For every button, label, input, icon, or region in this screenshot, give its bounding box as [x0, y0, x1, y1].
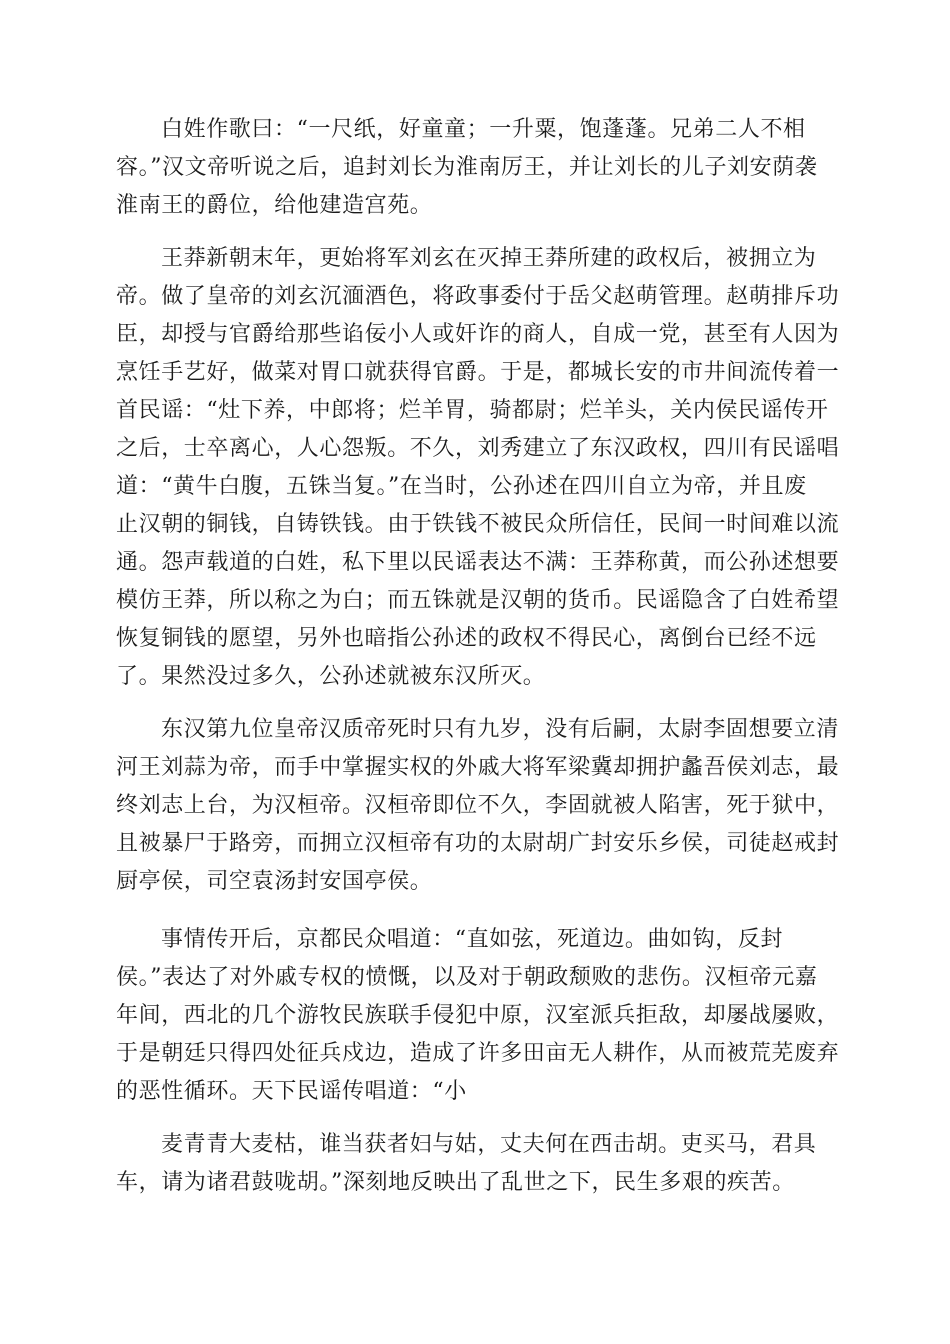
text-line: 王莽新朝末年，更始将军刘玄在灭掉王莽所建的政权后，被拥立为	[161, 246, 817, 271]
text-line: 了。果然没过多久，公孙述就被东汉所灭。	[116, 664, 546, 689]
text-line: 道：“黄牛白腹，五铢当复。”在当时，公孙述在四川自立为帝，并且废	[116, 474, 807, 499]
text-line: 止汉朝的铜钱，自铸铁钱。由于铁钱不被民众所信任，民间一时间难以流	[116, 512, 840, 537]
text-line: 河王刘蒜为帝，而手中掌握实权的外戚大将军梁冀却拥护蠡吾侯刘志，最	[116, 755, 840, 780]
text-line: 麦青青大麦枯，谁当获者妇与姑，丈夫何在西击胡。吏买马，君具	[161, 1132, 817, 1157]
text-line: 终刘志上台，为汉桓帝。汉桓帝即位不久，李固就被人陷害，死于狱中，	[116, 793, 840, 818]
text-line: 首民谣：“灶下养，中郎将；烂羊胃，骑都尉；烂羊头，关内侯民谣传开	[116, 398, 829, 423]
text-line: 侯。”表达了对外戚专权的愤慨，以及对于朝政颓败的悲伤。汉桓帝元嘉	[116, 965, 818, 990]
text-line: 的恶性循环。天下民谣传唱道：“小	[116, 1079, 467, 1104]
text-line: 淮南王的爵位，给他建造宫苑。	[116, 193, 433, 218]
text-line: 烹饪手艺好，做菜对胃口就获得官爵。于是，都城长安的市井间流传着一	[116, 360, 840, 385]
text-line: 事情传开后，京都民众唱道：“直如弦，死道边。曲如钩，反封	[161, 927, 784, 952]
text-line: 之后，士卒离心，人心怨叛。不久，刘秀建立了东汉政权，四川有民谣唱	[116, 436, 840, 461]
text-line: 通。怨声载道的白姓，私下里以民谣表达不满：王莽称黄，而公孙述想要	[116, 550, 840, 575]
text-line: 年间，西北的几个游牧民族联手侵犯中原，汉室派兵拒敌，却屡战屡败，	[116, 1003, 840, 1028]
text-line: 东汉第九位皇帝汉质帝死时只有九岁，没有后嗣，太尉李固想要立清	[161, 717, 840, 742]
text-line: 厨亭侯，司空袁汤封安国亭侯。	[116, 869, 433, 894]
text-line: 白姓作歌曰：“一尺纸，好童童；一升粟，饱蓬蓬。兄弟二人不相	[161, 117, 806, 142]
text-line: 帝。做了皇帝的刘玄沉湎酒色，将政事委付于岳父赵萌管理。赵萌排斥功	[116, 284, 840, 309]
text-line: 且被暴尸于路旁，而拥立汉桓帝有功的太尉胡广封安乐乡侯，司徒赵戒封	[116, 831, 840, 856]
text-line: 容。”汉文帝听说之后，追封刘长为淮南厉王，并让刘长的儿子刘安荫袭	[116, 155, 818, 180]
text-line: 于是朝廷只得四处征兵戍边，造成了许多田亩无人耕作，从而被荒芜废弃	[116, 1041, 840, 1066]
text-line: 恢复铜钱的愿望，另外也暗指公孙述的政权不得民心，离倒台已经不远	[116, 626, 817, 651]
text-line: 臣，却授与官爵给那些谄佞小人或奸诈的商人，自成一党，甚至有人因为	[116, 322, 840, 347]
text-line: 模仿王莽，所以称之为白；而五铢就是汉朝的货币。民谣隐含了白姓希望	[116, 588, 840, 613]
text-line: 车，请为诸君鼓咙胡。”深刻地反映出了乱世之下，民生多艰的疾苦。	[116, 1170, 795, 1195]
